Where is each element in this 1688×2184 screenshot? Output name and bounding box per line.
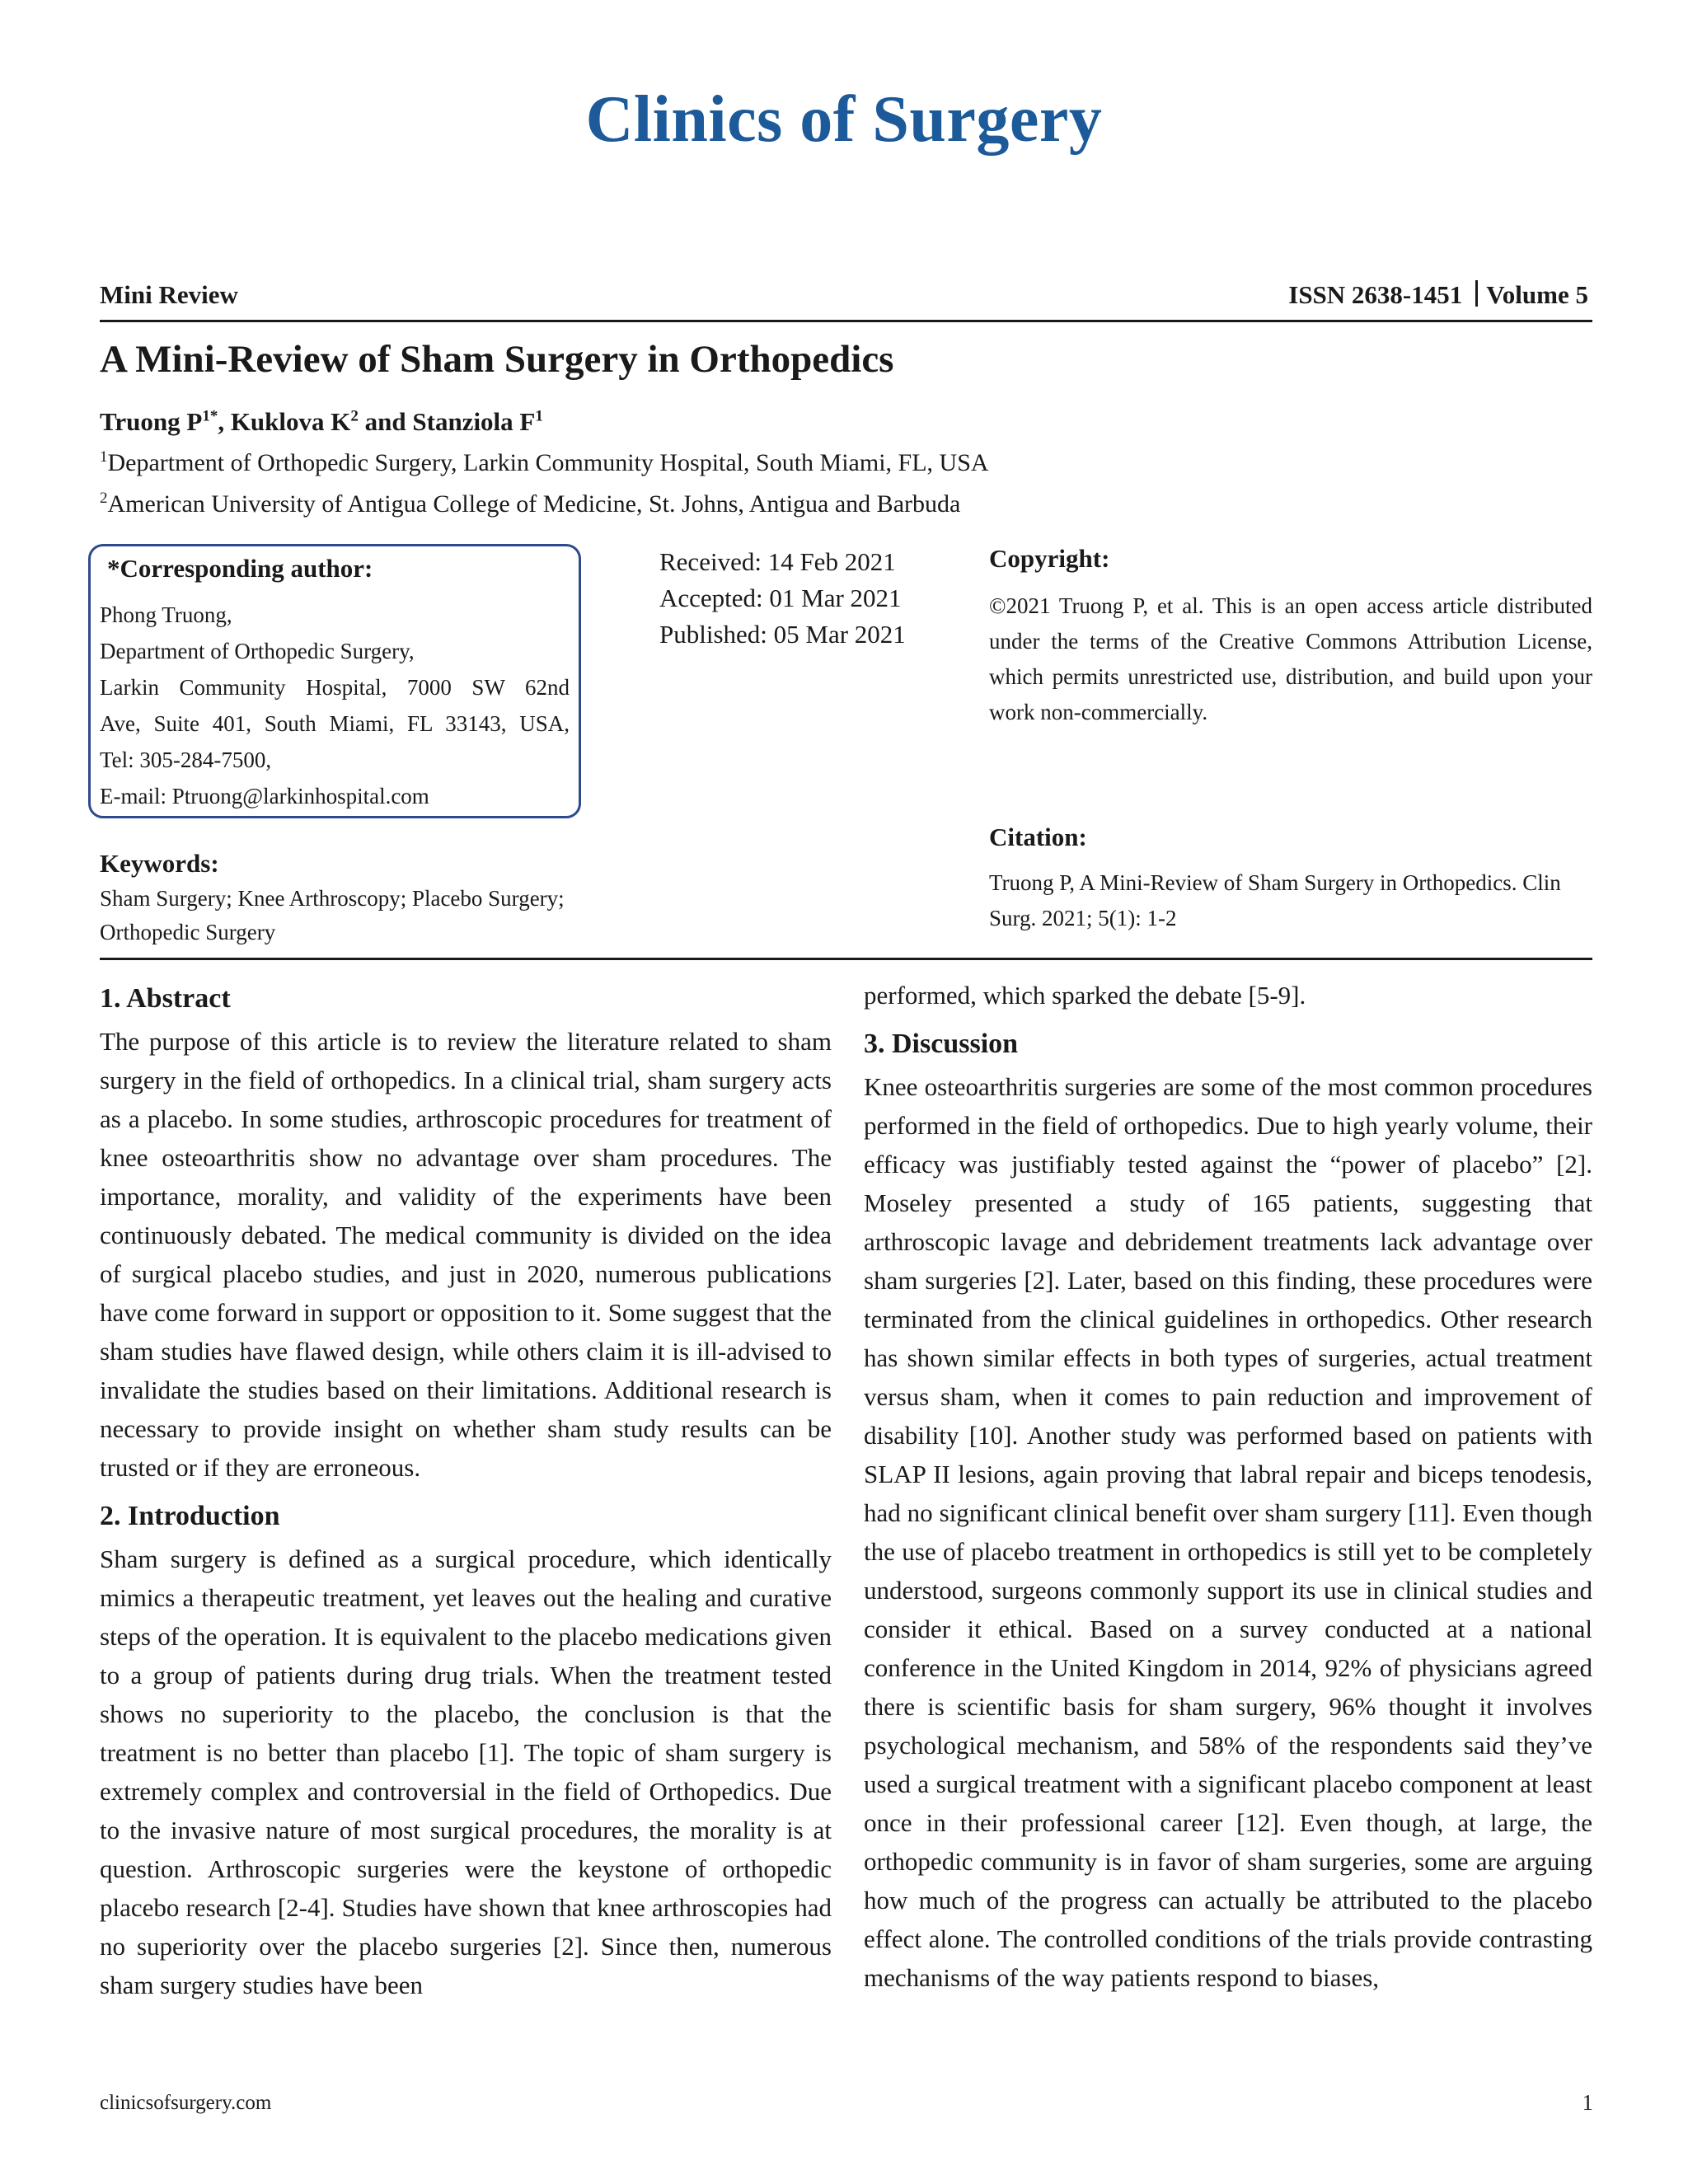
discussion-heading: 3. Discussion: [864, 1029, 1019, 1059]
affiliation: [100, 448, 989, 477]
keywords-heading: Keywords:: [100, 849, 219, 878]
author-separator: ,: [218, 407, 231, 436]
discussion-text: Knee osteoarthritis surgeries are some of the most common procedures performed in the field of orthopedics. Due to high yearly volume, their efficacy was justifiably tested against the “power of placebo” [2]. Moseley presented a study of 165 patients, suggesting that arthroscopic lavage and debridement treatments lack advantage over sham surgeries [2]. Later, based on this finding, these procedures were terminated from the clinical guidelines in orthopedics. Other research has shown similar effects in both types of surgeries, actual treatment versus sham, when it comes to pain reduction and improvement of disability [10]. Another study was performed based on patients with SLAP II lesions, again proving that labral repair and biceps tenodesis, had no significant clinical benefit over sham surgery [11]. Even though the use of placebo treatment in orthopedics is still yet to be completely understood, surgeons commonly support its use in clinical studies and consider it ethical. Based on a survey conducted at a national conference in the United Kingdom in 2014, 92% of physicians agreed there is scientific basis for sham surgery, 96% thought it involves psychological mechanism, and 58% of the respondents said they’ve used a surgical treatment with a significant placebo component at least once in their professional career [12]. Even though, at large, the orthopedic community is in favor of sham surgeries, some are arguing how much of the progress can actually be attributed to the placebo effect alone. The controlled conditions of the trials provide contrasting mechanisms of the way patients respond to biases,: [864, 1072, 1592, 1992]
page-number: 1: [1582, 2090, 1593, 2115]
copyright-text: ©2021 Truong P, et al. This is an open access article distributed under the terms of the Creative Commons Attribution License, which permits unrestricted use, distribution, and build upon your work non-commercially.: [989, 593, 1592, 724]
journal-title: Clinics of Surgery: [585, 83, 1103, 156]
affiliation-text: Department of Orthopedic Surgery, Larkin Community Hospital, South Miami, FL, USA: [107, 449, 989, 476]
author-separator: and: [358, 407, 413, 436]
corresponding-author-line: Tel: 305-284-7500,: [100, 748, 272, 772]
affiliation-number: 2: [100, 490, 108, 507]
issn-volume: [1288, 280, 1588, 310]
author-name: Kuklova K: [230, 407, 351, 436]
author-name: Stanziola F: [412, 407, 536, 436]
article-title: A Mini-Review of Sham Surgery in Orthopedics: [100, 338, 894, 381]
corresponding-author-email[interactable]: E-mail: Ptruong@larkinhospital.com: [100, 784, 429, 808]
article-dates: [659, 544, 906, 653]
author-name: Truong P: [100, 407, 203, 436]
corresponding-author-line: Larkin Community Hospital, 7000 SW 62nd: [100, 675, 570, 700]
left-column: [100, 976, 832, 2011]
corresponding-author-heading: *Corresponding author:: [107, 554, 373, 583]
front-matter-rule: [100, 958, 1592, 960]
citation-heading: Citation:: [989, 823, 1087, 851]
corresponding-author-line: Ave, Suite 401, South Miami, FL 33143, USA,: [100, 711, 570, 736]
accepted-date: Accepted: 01 Mar 2021: [659, 583, 902, 612]
footer-website[interactable]: clinicsofsurgery.com: [100, 2092, 272, 2114]
copyright-heading: Copyright:: [989, 544, 1110, 573]
introduction-heading: 2. Introduction: [100, 1501, 280, 1531]
header-rule: [100, 320, 1592, 322]
affiliation-text: American University of Antigua College of Medicine, St. Johns, Antigua and Barbuda: [107, 490, 961, 518]
volume: Volume 5: [1486, 280, 1588, 309]
introduction-text: Sham surgery is defined as a surgical procedure, which identically mimics a therapeutic treatment, yet leaves out the healing and curative steps of the operation. It is equivalent to the placebo medications given to a group of patients during drug trials. When the treatment tested shows no superiority to the placebo, the conclusion is that the treatment is no better than placebo [1]. The topic of sham surgery is extremely complex and controversial in the field of Orthopedics. Due to the invasive nature of most surgical procedures, the morality is at question. Arthroscopic surgeries were the keystone of orthopedic placebo research [2-4]. Studies have shown that knee arthroscopies had no superiority over the placebo surgeries [2]. Since then, numerous sham surgery studies have been: [100, 1544, 832, 1999]
author-list: [100, 407, 543, 437]
introduction-continuation: performed, which sparked the debate [5-9].: [864, 981, 1306, 1010]
citation-text: Truong P, A Mini-Review of Sham Surgery in Orthopedics. Clin Surg. 2021; 5(1): 1-2: [989, 870, 1561, 930]
published-date: Published: 05 Mar 2021: [659, 620, 906, 649]
received-date: Received: 14 Feb 2021: [659, 547, 896, 576]
abstract-heading: 1. Abstract: [100, 983, 231, 1014]
header-separator: [1475, 280, 1478, 307]
author-affiliation-mark: 1: [535, 407, 543, 425]
abstract-text: The purpose of this article is to review the literature related to sham surgery in the field of orthopedics. In a clinical trial, sham surgery acts as a placebo. In some studies, arthroscopic procedures for treatment of knee osteoarthritis show no advantage over sham procedures. The importance, morality, and validity of the experiments have been continuously debated. The medical community is divided on the idea of surgical placebo studies, and just in 2020, numerous publications have come forward in support or opposition to it. Some suggest that the sham studies have flawed design, while others claim it is ill-advised to invalidate the studies based on their limitations. Additional research is necessary to provide insight on whether sham study results can be trusted or if they are erroneous.: [100, 1027, 832, 1482]
affiliation-number: 1: [100, 448, 108, 466]
issn: ISSN 2638-1451: [1288, 280, 1463, 309]
affiliation: [100, 490, 960, 518]
corresponding-author-line: Department of Orthopedic Surgery,: [100, 639, 415, 663]
keywords-text: Sham Surgery; Knee Arthroscopy; Placebo Surgery; Orthopedic Surgery: [100, 886, 565, 944]
right-column: [864, 976, 1592, 2004]
author-affiliation-mark: 1*: [202, 407, 218, 425]
author-affiliation-mark: 2: [350, 407, 359, 425]
corresponding-author-line: Phong Truong,: [100, 602, 232, 627]
article-type: Mini Review: [100, 280, 238, 309]
